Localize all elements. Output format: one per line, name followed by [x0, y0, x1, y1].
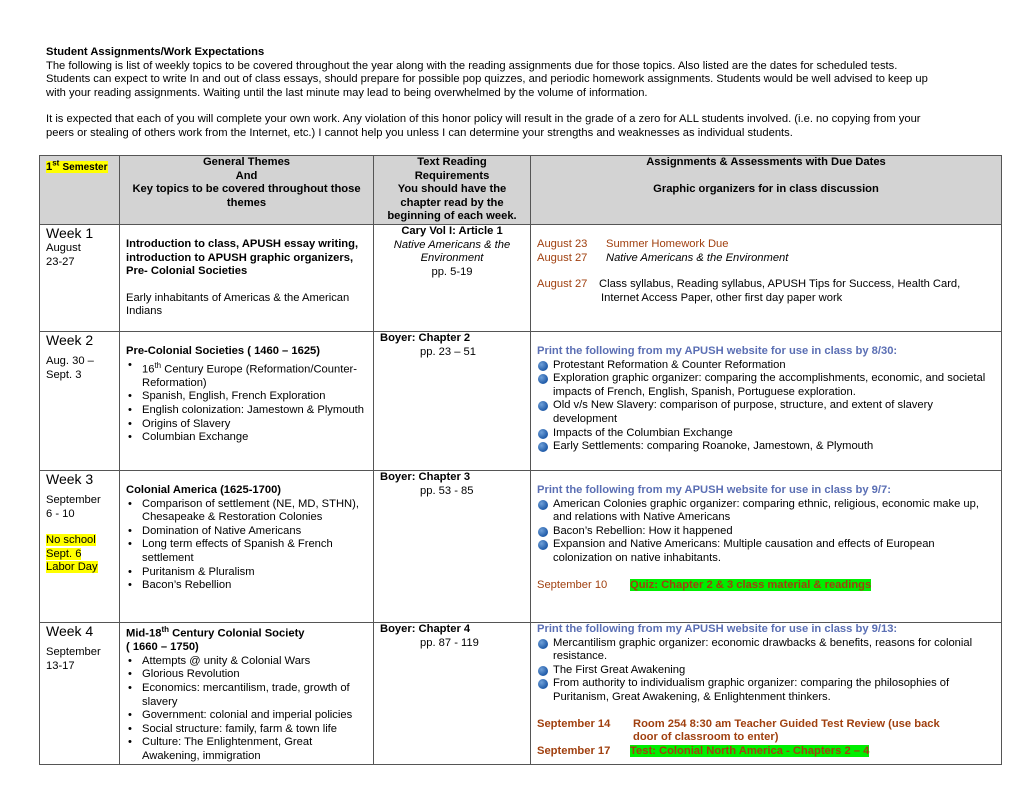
week-dates: September [46, 645, 101, 658]
theme-title: Colonial America (1625-1700) [126, 483, 282, 496]
list-item: The First Great Awakening [553, 664, 995, 678]
table-row-week-2 [40, 331, 1002, 470]
list-item: Expansion and Native Americans: Multiple causation and effects of European colonization on native inhabitants. [553, 538, 995, 565]
holiday-note: Labor Day [46, 561, 98, 574]
list-item: Exploration graphic organizer: comparing the accomplishments, economic, and societal impacts of French, English, Spanish, Portuguese exploration. [553, 372, 995, 399]
print-instructions: Print the following from my APUSH website for use in class by 9/7: [537, 483, 891, 496]
week-label: Week 1 [46, 224, 94, 241]
week-dates: 23-27 [46, 255, 75, 268]
topic-list [126, 359, 367, 445]
list-item: American Colonies graphic organizer: comparing ethnic, religious, economic make up, and relations with Native Americans [553, 498, 995, 525]
week-dates: Sept. 3 [46, 368, 82, 381]
header-assignments: Assignments & Assessments with Due Dates Graphic organizers for in class discussion [531, 156, 1002, 225]
intro-paragraph-2-line-1: It is expected that each of you will complete your own work. Any violation of this honor policy will result in the grade of a zero for ALL students involved. (i.e. no copying from your [46, 113, 921, 126]
topic-item: • Puritanism & Pluralism [142, 566, 367, 580]
bullet-icon [538, 639, 548, 649]
reading-pages: pp. 23 – 51 [420, 345, 476, 358]
holiday-note: Sept. 6 [46, 547, 82, 560]
topic-item: • Origins of Slavery [142, 418, 367, 432]
list-item: Bacon’s Rebellion: How it happened [553, 525, 995, 539]
topic-item: • Columbian Exchange [142, 431, 367, 445]
test-line: September 17 Test: Colonial North America - Chapters 2 – 4 [537, 744, 870, 757]
topic-item: • Government: colonial and imperial policies [142, 709, 367, 723]
bullet-icon [538, 429, 548, 439]
list-item: Mercantilism graphic organizer: economic drawbacks & benefits, reasons for colonial resistance. [553, 637, 995, 664]
reading-pages: pp. 5-19 [431, 265, 473, 278]
assignment-line: August 27 Class syllabus, Reading syllabus, APUSH Tips for Success, Health Card, [537, 278, 961, 291]
week-3-assignments [531, 470, 1002, 622]
topic-item: • Economics: mercantilism, trade, growth of slavery [142, 682, 367, 709]
topic-item: • Domination of Native Americans [142, 525, 367, 539]
intro-paragraph-1-line-1: The following is list of weekly topics to be covered throughout the year along with the reading assignments due for those topics. Also listed are the dates for scheduled tests. [46, 59, 898, 72]
topic-item: • Attempts @ unity & Colonial Wars [142, 655, 367, 669]
theme-title: Pre-Colonial Societies ( 1460 – 1625) [126, 344, 321, 357]
test-badge: Test: Colonial North America - Chapters 2 – 4 [630, 744, 870, 757]
print-instructions: Print the following from my APUSH website for use in class by 9/13: [537, 622, 898, 635]
reading-article: Native Americans & the Environment [393, 238, 511, 265]
theme-title: Introduction to class, APUSH essay writing, introduction to APUSH graphic organizers, Pre- Colonial Societies [126, 237, 359, 278]
list-item: Protestant Reformation & Counter Reformation [553, 359, 995, 373]
topic-list [126, 655, 367, 764]
semester-highlight: 1st Semester [46, 158, 108, 173]
bullet-icon [538, 374, 548, 384]
week-1-themes [120, 224, 374, 331]
theme-years: ( 1660 – 1750) [126, 641, 199, 654]
quiz-badge: Quiz: Chapter 2 & 3 class material & readings [630, 578, 872, 591]
theme-title: Mid-18th Century Colonial Society [126, 624, 305, 640]
list-item: Old v/s New Slavery: comparison of purpose, structure, and extent of slavery development [553, 399, 995, 426]
bullet-icon [538, 361, 548, 371]
assignment-list [537, 498, 995, 566]
week-1-reading [374, 224, 531, 331]
week-3-reading [374, 470, 531, 622]
week-1-assignments [531, 224, 1002, 331]
list-item: From authority to individualism graphic organizer: comparing the philosophies of Puritanism, Great Awakening, & Enlightenment thinkers. [553, 677, 995, 704]
week-4-assignments [531, 622, 1002, 764]
topic-item: • Spanish, English, French Exploration [142, 390, 367, 404]
reading-title: Boyer: Chapter 3 [380, 470, 471, 483]
assignment-list [537, 637, 995, 705]
header-semester [40, 156, 120, 225]
week-2-assignments [531, 331, 1002, 470]
assignment-list [537, 359, 995, 454]
assignment-line: August 23 Summer Homework Due [537, 237, 729, 250]
review-line-cont: door of classroom to enter) [633, 731, 779, 744]
week-label: Week 2 [46, 331, 94, 348]
intro-paragraph-1-line-3: with your reading assignments. Waiting until the last minute may lead to being overwhelmed by the volume of information. [46, 86, 648, 99]
topic-item: • Bacon’s Rebellion [142, 579, 367, 593]
header-reading: Text Reading Requirements You should have the chapter read by the beginning of each week. [374, 156, 531, 225]
week-3-cell [40, 470, 120, 622]
week-label: Week 3 [46, 470, 94, 487]
week-2-cell [40, 331, 120, 470]
week-2-reading [374, 331, 531, 470]
bullet-icon [538, 401, 548, 411]
topic-item: • 16th Century Europe (Reformation/Counter-Reformation) [142, 359, 367, 391]
bullet-icon [538, 666, 548, 676]
week-3-themes [120, 470, 374, 622]
week-label: Week 4 [46, 622, 94, 639]
reading-pages: pp. 87 - 119 [420, 636, 479, 649]
topic-item: • Social structure: family, farm & town life [142, 723, 367, 737]
week-dates: Aug. 30 – [46, 354, 94, 367]
reading-title: Boyer: Chapter 4 [380, 622, 471, 635]
header-themes: General Themes And Key topics to be covered throughout those themes [120, 156, 374, 225]
week-4-cell [40, 622, 120, 764]
bullet-icon [538, 679, 548, 689]
bullet-icon [538, 540, 548, 550]
print-instructions: Print the following from my APUSH website for use in class by 8/30: [537, 344, 898, 357]
reading-title: Cary Vol I: Article 1 [401, 224, 503, 237]
week-4-reading [374, 622, 531, 764]
topic-item: • Long term effects of Spanish & French settlement [142, 538, 367, 565]
topic-item: • Comparison of settlement (NE, MD, STHN), Chesapeake & Restoration Colonies [142, 498, 367, 525]
assignment-line-cont: Internet Access Paper, other first day paper work [601, 291, 843, 304]
reading-title: Boyer: Chapter 2 [380, 331, 471, 344]
bullet-icon [538, 527, 548, 537]
week-dates: 6 - 10 [46, 507, 75, 520]
topic-list [126, 498, 367, 593]
holiday-note: No school [46, 534, 96, 547]
week-dates: September [46, 493, 101, 506]
assignment-line: August 27 Native Americans & the Environment [537, 251, 789, 264]
table-header-row [40, 156, 1002, 225]
bullet-icon [538, 500, 548, 510]
week-4-themes [120, 622, 374, 764]
week-dates: 13-17 [46, 659, 75, 672]
theme-text: Early inhabitants of Americas & the American Indians [126, 291, 350, 318]
topic-item: • English colonization: Jamestown & Plymouth [142, 404, 367, 418]
reading-pages: pp. 53 - 85 [420, 484, 474, 497]
document-title: Student Assignments/Work Expectations [46, 46, 265, 58]
quiz-line: September 10 Quiz: Chapter 2 & 3 class material & readings [537, 578, 872, 591]
bullet-icon [538, 442, 548, 452]
week-1-cell [40, 224, 120, 331]
week-2-themes [120, 331, 374, 470]
table-row-week-4 [40, 622, 1002, 764]
topic-item: • Culture: The Enlightenment, Great Awakening, immigration [142, 736, 367, 763]
schedule-table [39, 155, 1002, 765]
table-row-week-3 [40, 470, 1002, 622]
review-line: September 14 Room 254 8:30 am Teacher Guided Test Review (use back [537, 717, 940, 730]
list-item: Impacts of the Columbian Exchange [553, 427, 995, 441]
table-row-week-1 [40, 224, 1002, 331]
topic-item: • Glorious Revolution [142, 668, 367, 682]
intro-paragraph-1-line-2: Students can expect to write In and out of class essays, should prepare for possible pop quizzes, and periodic homework assignments. Students would be well advised to keep up [46, 73, 928, 86]
intro-section [46, 46, 1001, 141]
intro-paragraph-2-line-2: peers or stealing of others work from the Internet, etc.) I cannot help you unless I can determine your strengths and weaknesses as individual students. [46, 126, 793, 139]
list-item: Early Settlements: comparing Roanoke, Jamestown, & Plymouth [553, 440, 995, 454]
week-dates: August [46, 241, 81, 254]
